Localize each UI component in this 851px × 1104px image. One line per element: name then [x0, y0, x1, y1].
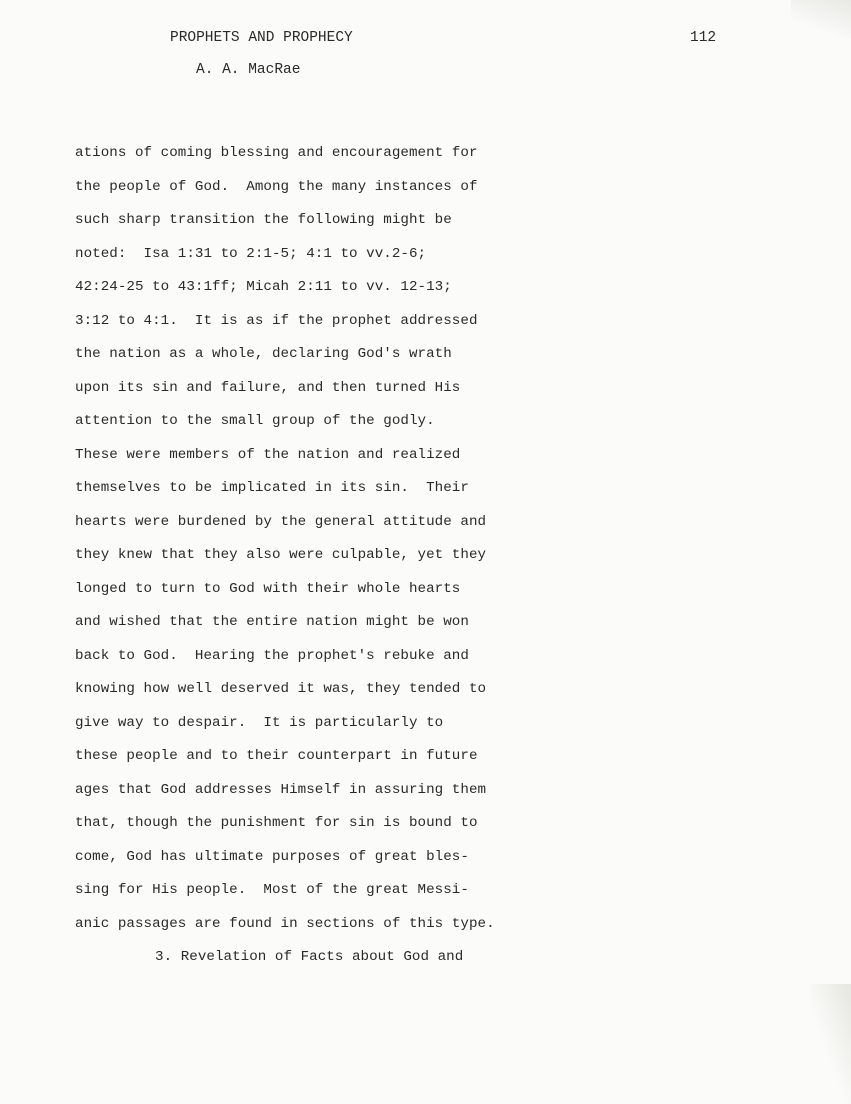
body-line: that, though the punishment for sin is bound to	[75, 815, 478, 831]
page-number: 112	[690, 30, 717, 46]
body-line: These were members of the nation and realized	[75, 446, 461, 463]
section-heading: 3. Revelation of Facts about God and	[155, 949, 464, 965]
body-line: these people and to their counterpart in future	[75, 748, 478, 764]
body-line: longed to turn to God with their whole hearts	[75, 580, 461, 597]
body-line: 3:12 to 4:1. It is as if the prophet addressed	[75, 312, 478, 329]
author: A. A. MacRae	[196, 62, 301, 78]
body-line: knowing how well deserved it was, they tended to	[75, 681, 487, 697]
body-line: they knew that they also were culpable, yet they	[75, 547, 487, 563]
body-line: ages that God addresses Himself in assuring them	[75, 781, 487, 798]
body-line: sing for His people. Most of the great Messi-	[75, 882, 469, 898]
body-line: noted: Isa 1:31 to 2:1-5; 4:1 to vv.2-6;	[75, 245, 427, 262]
body-line: the people of God. Among the many instances of	[75, 178, 478, 195]
body-line: themselves to be implicated in its sin. Their	[75, 480, 469, 496]
body-line: come, God has ultimate purposes of great bles-	[75, 848, 469, 865]
body-line: such sharp transition the following might be	[75, 212, 452, 228]
body-line: ations of coming blessing and encouragement for	[75, 145, 478, 161]
paper-edge-shadow	[811, 984, 851, 1104]
body-line: the nation as a whole, declaring God's wrath	[75, 346, 452, 362]
body-line: give way to despair. It is particularly to	[75, 714, 444, 731]
body-line: 42:24-25 to 43:1ff; Micah 2:11 to vv. 12-13;	[75, 279, 452, 295]
body-line: upon its sin and failure, and then turned His	[75, 379, 461, 396]
paper-corner-shadow	[791, 0, 851, 40]
body-line: anic passages are found in sections of this type.	[75, 915, 495, 932]
running-title: PROPHETS AND PROPHECY	[170, 30, 353, 46]
body-line: back to God. Hearing the prophet's rebuke and	[75, 647, 469, 664]
body-line: attention to the small group of the godly.	[75, 413, 435, 429]
body-line: hearts were burdened by the general attitude and	[75, 513, 487, 530]
body-line: and wished that the entire nation might be won	[75, 614, 469, 630]
